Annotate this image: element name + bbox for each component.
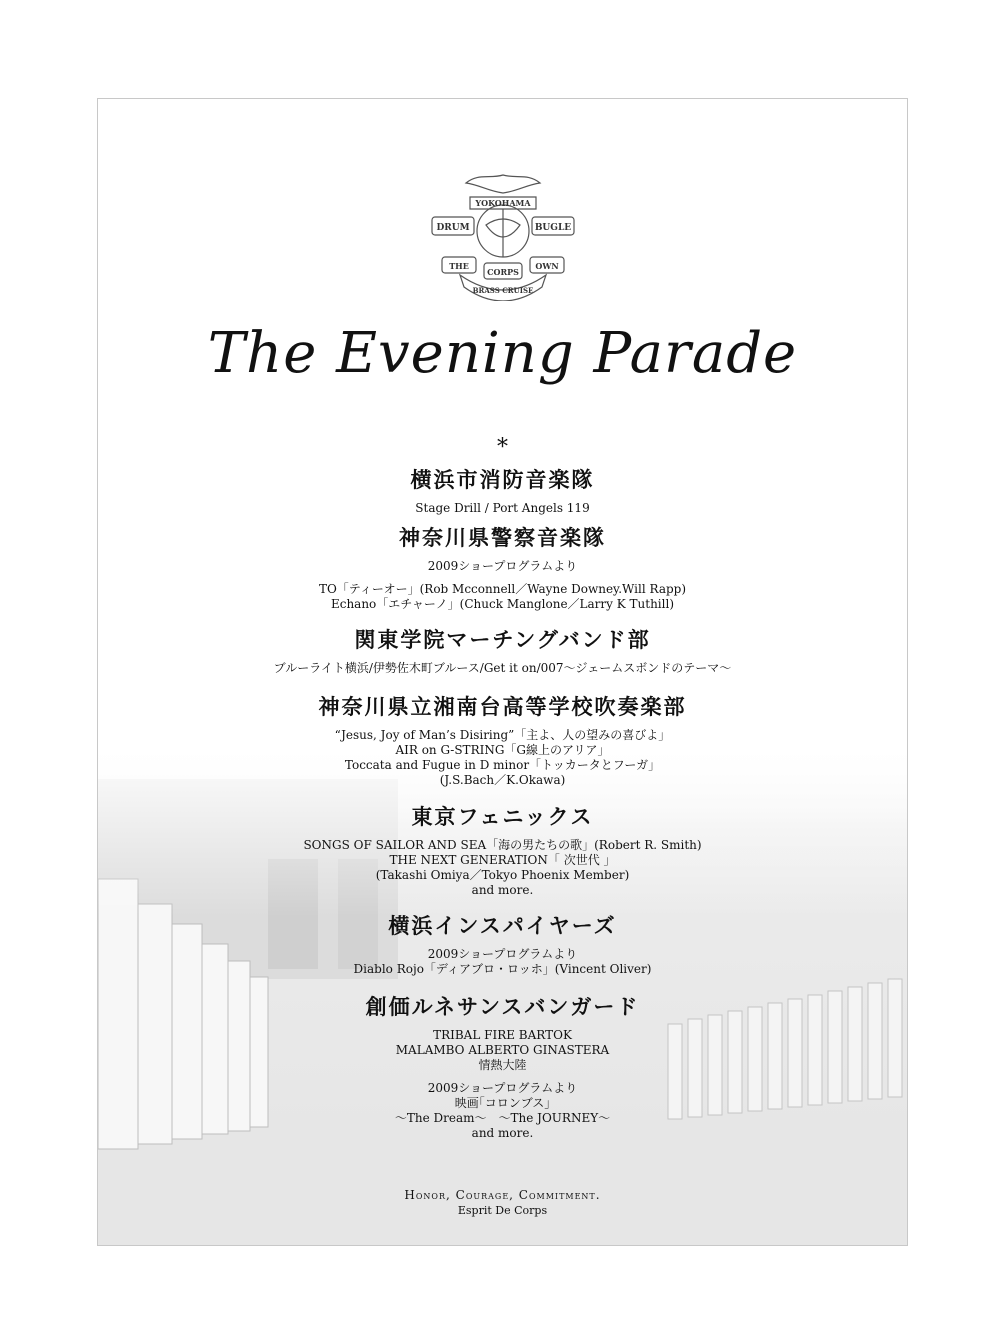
- program-line: Toccata and Fugue in D minor「トッカータとフーガ」: [344, 758, 661, 772]
- band-name: 横浜インスパイヤーズ: [388, 913, 617, 938]
- program-line: “Jesus, Joy of Man’s Disiring”「主よ、人の望みの喜びよ」: [334, 728, 671, 742]
- esprit-text: Esprit De Corps: [457, 1204, 548, 1217]
- band-name: 東京フェニックス: [411, 804, 594, 829]
- program-content: [98, 99, 907, 1245]
- band-entry-6: [98, 913, 907, 977]
- emblem-top-text: YOKOHAMA: [475, 198, 531, 208]
- program-line: Echano「エチャーノ」(Chuck Manglone／Larry K Tuthill): [330, 597, 675, 611]
- program-line: TO「ティーオー」(Rob Mcconnell／Wayne Downey.Will Rapp): [318, 582, 687, 596]
- footer-motto-block: [98, 1187, 907, 1219]
- band-entry-4: [98, 694, 907, 788]
- band-entry-3: [98, 627, 907, 676]
- band-entry-2: [98, 525, 907, 612]
- band-entry-1: [98, 467, 907, 516]
- band-name: 横浜市消防音楽隊: [410, 467, 595, 492]
- emblem-center-text: CORPS: [487, 267, 519, 277]
- asterisk-divider: *: [497, 435, 508, 460]
- motto-text: Honor, Courage, Commitment.: [404, 1188, 601, 1202]
- program-line: (J.S.Bach／K.Okawa): [439, 773, 566, 787]
- emblem-lower-right-text: OWN: [535, 261, 559, 271]
- program-line: TRIBAL FIRE BARTOK: [433, 1028, 572, 1042]
- page-title: The Evening Parade: [207, 321, 798, 386]
- band-name: 神奈川県立湘南台高等学校吹奏楽部: [318, 694, 687, 719]
- band-entry-7: [98, 994, 907, 1141]
- emblem-right-text: BUGLE: [534, 223, 572, 233]
- emblem-bottom-text: BRASS CRUISE: [472, 286, 534, 295]
- program-line: 映画｢コロンブス｣: [454, 1096, 551, 1110]
- emblem-left-text: DRUM: [436, 223, 470, 233]
- program-line: THE NEXT GENERATION「 次世代 」: [389, 853, 616, 867]
- program-line: AIR on G-STRING「G線上のアリア」: [395, 743, 610, 757]
- band-name: 創価ルネサンスバンガード: [365, 994, 640, 1019]
- band-name: 神奈川県警察音楽隊: [399, 525, 606, 550]
- program-line: and more.: [471, 883, 534, 897]
- band-entry-5: [98, 804, 907, 898]
- program-line: 2009ショープログラムより: [427, 947, 578, 961]
- band-name: 関東学院マーチングバンド部: [354, 627, 651, 652]
- program-line: and more.: [471, 1126, 534, 1140]
- program-line: Diablo Rojo「ディアブロ・ロッホ」(Vincent Oliver): [353, 962, 652, 976]
- program-line: SONGS OF SAILOR AND SEA「海の男たちの歌」(Robert R. Smith): [303, 838, 702, 852]
- program-page: [97, 98, 908, 1246]
- program-line: 情熱大陸: [478, 1058, 527, 1072]
- program-line: Stage Drill / Port Angels 119: [415, 501, 590, 515]
- drum-bugle-corps-emblem: [430, 169, 576, 301]
- program-line: 2009ショープログラムより: [427, 1081, 578, 1095]
- program-line: ブルーライト横浜/伊勢佐木町ブルース/Get it on/007～ジェームスボンドのテーマ～: [273, 661, 732, 675]
- program-line: 2009ショープログラムより: [427, 559, 578, 573]
- program-line: MALAMBO ALBERTO GINASTERA: [395, 1043, 610, 1057]
- emblem-lower-left-text: THE: [449, 261, 469, 271]
- program-line: (Takashi Omiya／Tokyo Phoenix Member): [375, 868, 630, 882]
- program-line: ～The Dream～ ～The JOURNEY～: [394, 1111, 611, 1125]
